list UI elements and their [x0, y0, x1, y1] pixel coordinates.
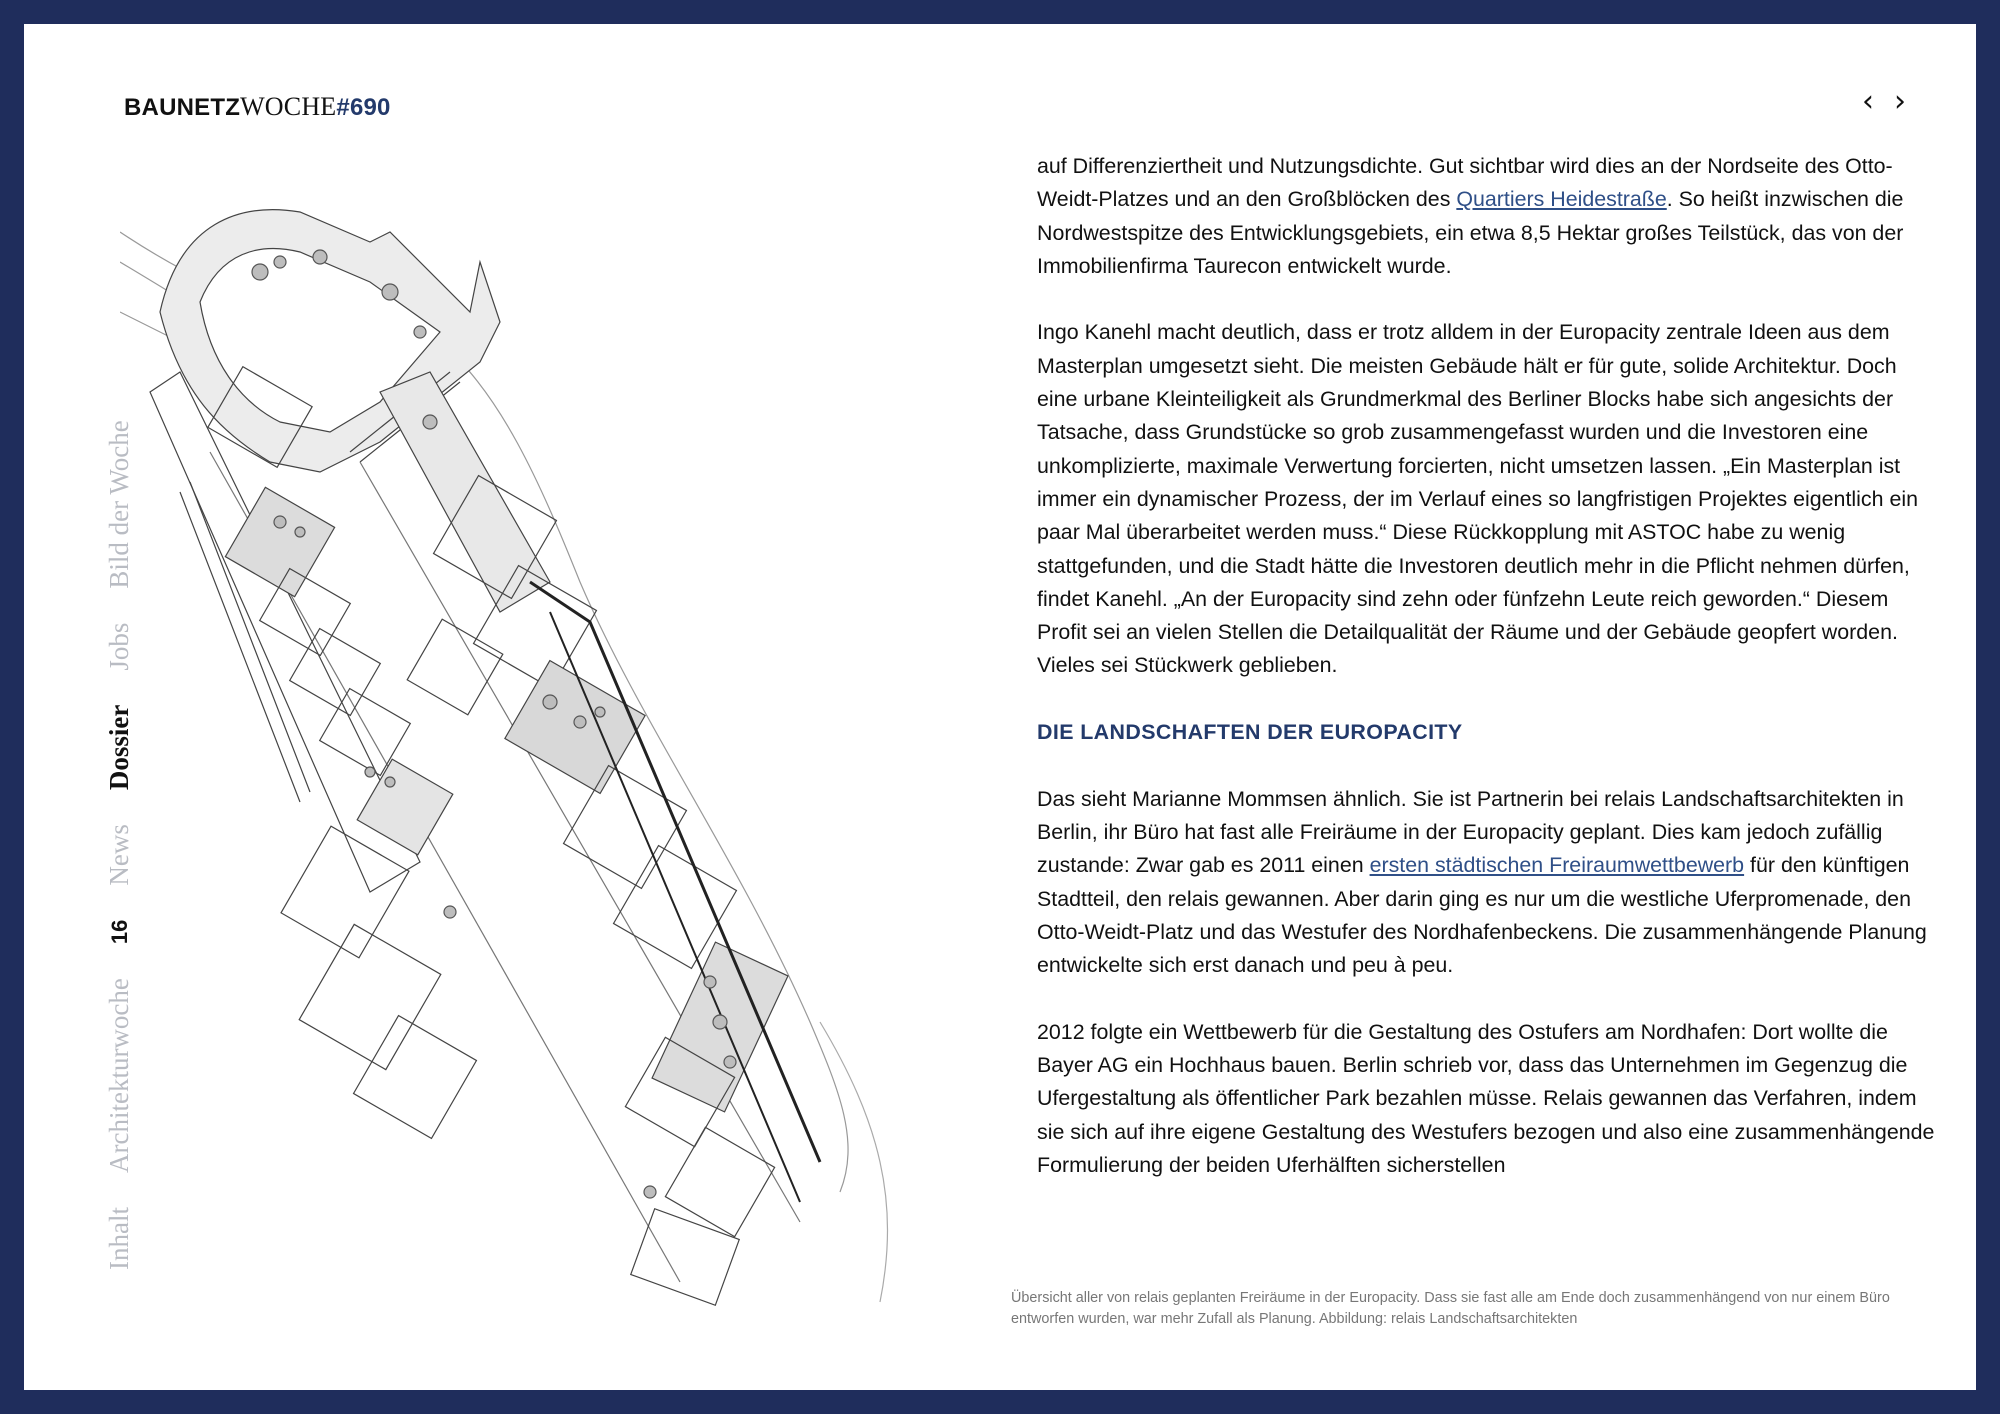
section-heading: DIE LANDSCHAFTEN DER EUROPACITY [1037, 720, 1463, 745]
page-number: 16 [106, 919, 132, 945]
nav-item-dossier[interactable]: Dossier [104, 704, 134, 791]
link-freiraumwettbewerb[interactable]: ersten städtischen Freiraumwettbewerb [1369, 853, 1745, 878]
site-plan-map [120, 162, 1020, 1352]
nav-item-inhalt[interactable]: Inhalt [104, 1207, 134, 1270]
nav-item-jobs[interactable]: Jobs [104, 622, 134, 671]
paragraph-2: Ingo Kanehl macht deutlich, dass er trotz alldem in der Europacity zentrale Ideen aus dem Masterplan umgesetzt sieht. Die meisten Gebäude hält er für gute, solide Architektur. Doch eine urbane Kleinteiligkeit als Grundmerkmal des Berliner Blocks habe sich angesichts der Tatsache, dass Grundstücke so grob zusammengefasst wurden und die Investoren eine unkomplizierte, maximale Verwertung forcierten, nicht umsetzen lassen. „Ein Masterplan ist immer ein dynamischer Prozess, der im Verlauf eines so langfristigen Projektes eigentlich ein paar Mal überarbeitet werden muss.“ Diese Rückkopplung mit ASTOC habe zu wenig stattgefunden, und die Stadt hätte die Investoren deutlich mehr in die Pflicht nehmen dürfen, findet Kanehl. „An der Europacity sind zehn oder fünfzehn Leute reich geworden.“ Diesem Profit sei an vielen Stellen die Detailqualität der Räume und der Gebäude geopfert worden. Vieles sei Stückwerk geblieben. [1037, 320, 1918, 678]
page [24, 24, 1976, 1390]
paragraph-3: Das sieht Marianne Mommsen ähnlich. Sie ist Partnerin bei relais Landschaftsarchitekten in Berlin, ihr Büro hat fast alle Freiräume in der Europacity geplant. Dies kam jedoch zufällig zustande: Zwar gab es 2011 einen ersten städtischen Freiraumwettbewerb für den künftigen Stadtteil, den relais gewannen. Aber darin ging es nur um die westliche Uferpromenade, den Otto-Weidt-Platz und das Westufer des Nordhafenbeckens. Die zusammenhängende Planung entwickelte sich erst danach und peu à peu. [1037, 786, 1927, 978]
chevron-right-icon[interactable]: › [1894, 84, 1906, 119]
link-quartiers-heidestrasse[interactable]: Quartiers Heidestraße [1456, 187, 1667, 212]
brand-part-1: BAUNETZ [124, 94, 241, 121]
nav-item-bild-der-woche[interactable]: Bild der Woche [104, 420, 134, 589]
brand-part-2: WOCHE [240, 92, 337, 121]
image-caption: Übersicht aller von relais geplanten Freiräume in der Europacity. Dass sie fast alle am Ende doch zusammenhängend von nur einem Büro entworfen wurden, war mehr Zufall als Planung. Abbildung: relais Landschaftsarchitekten [1011, 1290, 1890, 1327]
chevron-left-icon[interactable]: ‹ [1862, 84, 1874, 119]
article-body [1037, 150, 1937, 1216]
nav-item-architekturwoche[interactable]: Architekturwoche [104, 978, 134, 1174]
issue-number: #690 [336, 94, 391, 121]
page-navigation [1856, 86, 1912, 118]
nav-item-news[interactable]: News [104, 824, 134, 886]
brand-logo[interactable] [124, 92, 391, 122]
paragraph-4: 2012 folgte ein Wettbewerb für die Gestaltung des Ostufers am Nordhafen: Dort wollte die Bayer AG ein Hochhaus bauen. Berlin schrieb vor, dass das Unternehmen im Gegenzug die Ufergestaltung als öffentlicher Park bezahlen müsse. Relais gewannen das Verfahren, indem sie sich auf ihre eigene Gestaltung des Westufers bezogen und also eine zusammenhängende Formulierung der beiden Uferhälften sicherstellen [1037, 1019, 1935, 1177]
paragraph-1: auf Differenziertheit und Nutzungsdichte. Gut sichtbar wird dies an der Nordseite des Otto-Weidt-Platzes und an den Großblöcken des Quartiers Heidestraße. So heißt inzwischen die Nordwestspitze des Entwicklungsgebiets, ein etwa 8,5 Hektar großes Teilstück, das von der Immobilienfirma Taurecon entwickelt wurde. [1037, 154, 1904, 278]
